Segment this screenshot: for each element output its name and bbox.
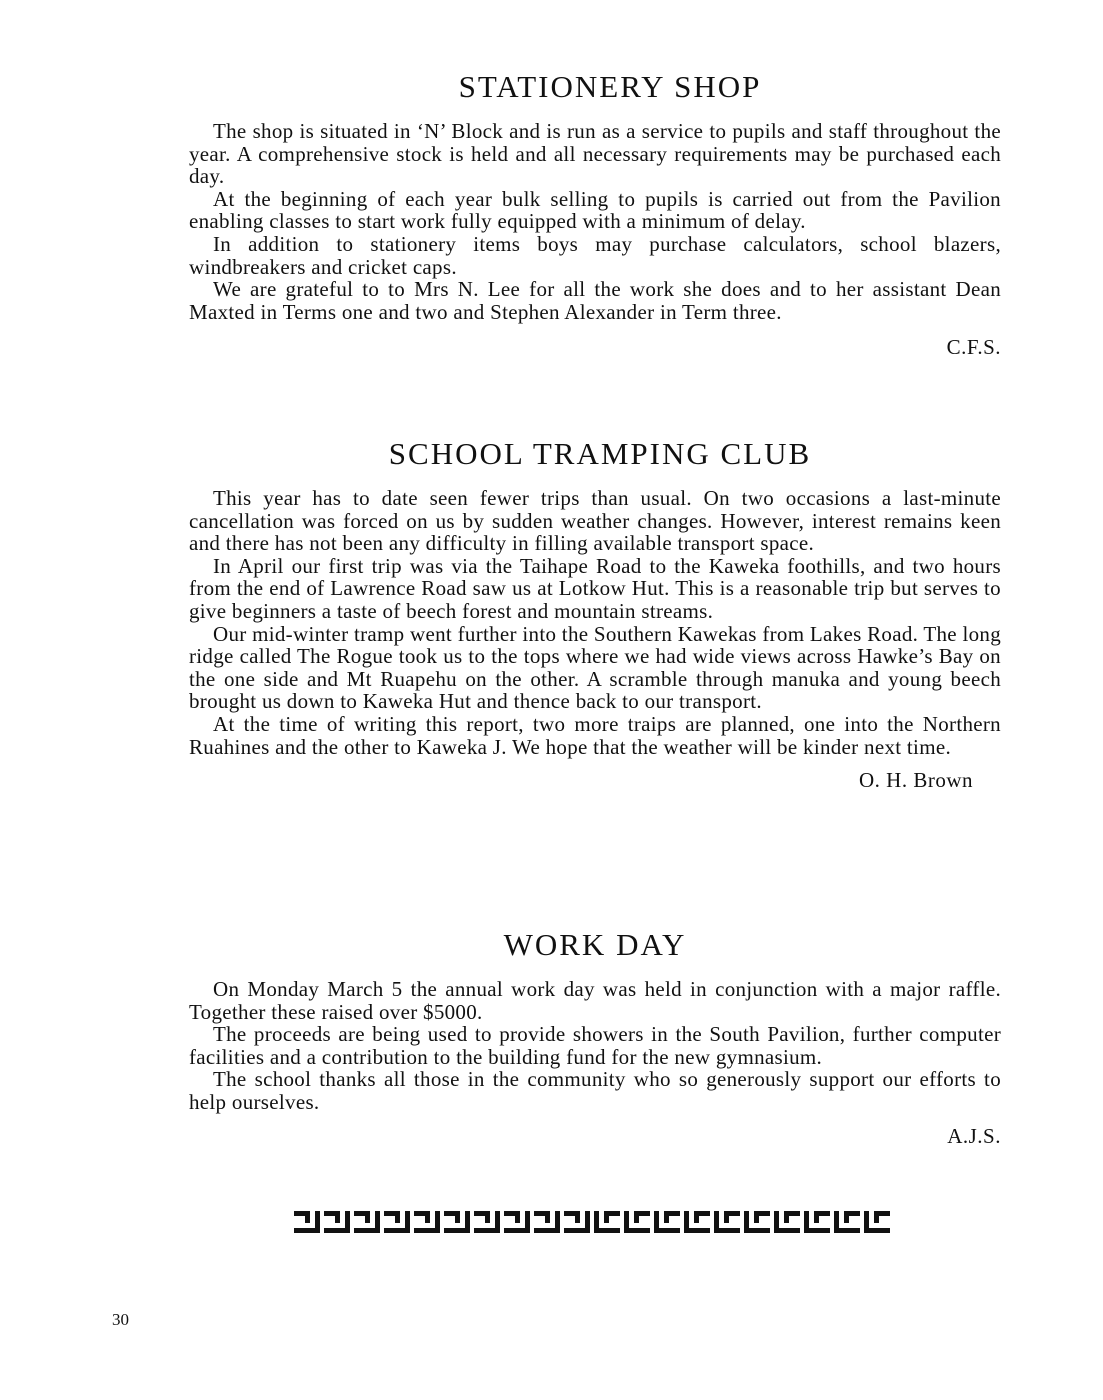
paragraph: The shop is situated in ‘N’ Block and is run as a service to pupils and staff throughout the year. A comprehensive stock is held and all necessary requirements may be purchased each day.	[189, 119, 1001, 189]
ornament-motif	[804, 1211, 830, 1233]
ornament-motif	[444, 1211, 470, 1233]
section-title: SCHOOL TRAMPING CLUB	[388, 436, 812, 471]
paragraph: On Monday March 5 the annual work day was held in conjunction with a major raffle. Together these raised over $5000.	[189, 977, 1001, 1024]
ornament-motif	[324, 1211, 350, 1233]
paragraph: We are grateful to to Mrs N. Lee for all the work she does and to her assistant Dean Maxted in Terms one and two and Stephen Alexander in Term three.	[189, 277, 1001, 324]
greek-key-border-icon	[292, 1205, 892, 1237]
ornament-motif	[294, 1211, 320, 1233]
ornament-motif	[384, 1211, 410, 1233]
ornament-motif	[414, 1211, 440, 1233]
ornament-motif	[474, 1211, 500, 1233]
ornament-motif	[834, 1211, 860, 1233]
paragraph: In April our first trip was via the Taihape Road to the Kaweka foothills, and two hours from the end of Lawrence Road saw us at Lotkow Hut. This is a reasonable trip but serves to give beginners a taste of beech forest and mountain streams.	[189, 553, 1001, 623]
ornament-motif	[864, 1211, 890, 1233]
ornament-motif	[564, 1211, 590, 1233]
ornament-motif	[624, 1211, 650, 1233]
paragraph: In addition to stationery items boys may purchase calculators, school blazers, windbreakers and cricket caps.	[189, 231, 1001, 279]
paragraph: This year has to date seen fewer trips than usual. On two occasions a last-minute cancellation was forced on us by sudden weather changes. However, interest remains keen and there has not been any difficulty in filling available transport space.	[189, 486, 1001, 556]
paragraph: The school thanks all those in the community who so generously support our efforts to help ourselves.	[189, 1067, 1001, 1114]
ornament-motif	[774, 1211, 800, 1233]
paragraph: The proceeds are being used to provide showers in the South Pavilion, further computer facilities and a contribution to the building fund for the new gymnasium.	[189, 1022, 1001, 1069]
work-day-section	[189, 926, 1001, 1148]
paragraph: At the time of writing this report, two more traips are planned, one into the Northern Ruahines and the other to Kaweka J. We hope that the weather will be kinder next time.	[189, 711, 1001, 759]
ornament-motif	[594, 1211, 620, 1233]
ornament-motif	[714, 1211, 740, 1233]
author-signature: A.J.S.	[947, 1123, 1001, 1148]
paragraph: Our mid-winter tramp went further into the Southern Kawekas from Lakes Road. The long ridge called The Rogue took us to the tops where we had wide views across Hawke’s Bay on the one side and Mt Ruapehu on the other. A scramble through manuka and young beech brought us down to Kaweka Hut and thence back to our transport.	[189, 621, 1001, 714]
author-signature: O. H. Brown	[859, 768, 973, 793]
ornament-motif	[654, 1211, 680, 1233]
page-number: 30	[112, 1310, 129, 1329]
paragraph: At the beginning of each year bulk selling to pupils is carried out from the Pavilion enabling classes to start work fully equipped with a minimum of delay.	[189, 186, 1001, 234]
ornament-motif	[744, 1211, 770, 1233]
tramping-club-section	[189, 435, 1001, 792]
ornament-motif	[534, 1211, 560, 1233]
section-title: WORK DAY	[503, 927, 687, 962]
ornament-motif	[354, 1211, 380, 1233]
section-title: STATIONERY SHOP	[458, 69, 762, 104]
author-signature: C.F.S.	[946, 335, 1001, 360]
ornament-motif	[684, 1211, 710, 1233]
stationery-shop-section	[189, 68, 1001, 359]
ornament-motif	[504, 1211, 530, 1233]
